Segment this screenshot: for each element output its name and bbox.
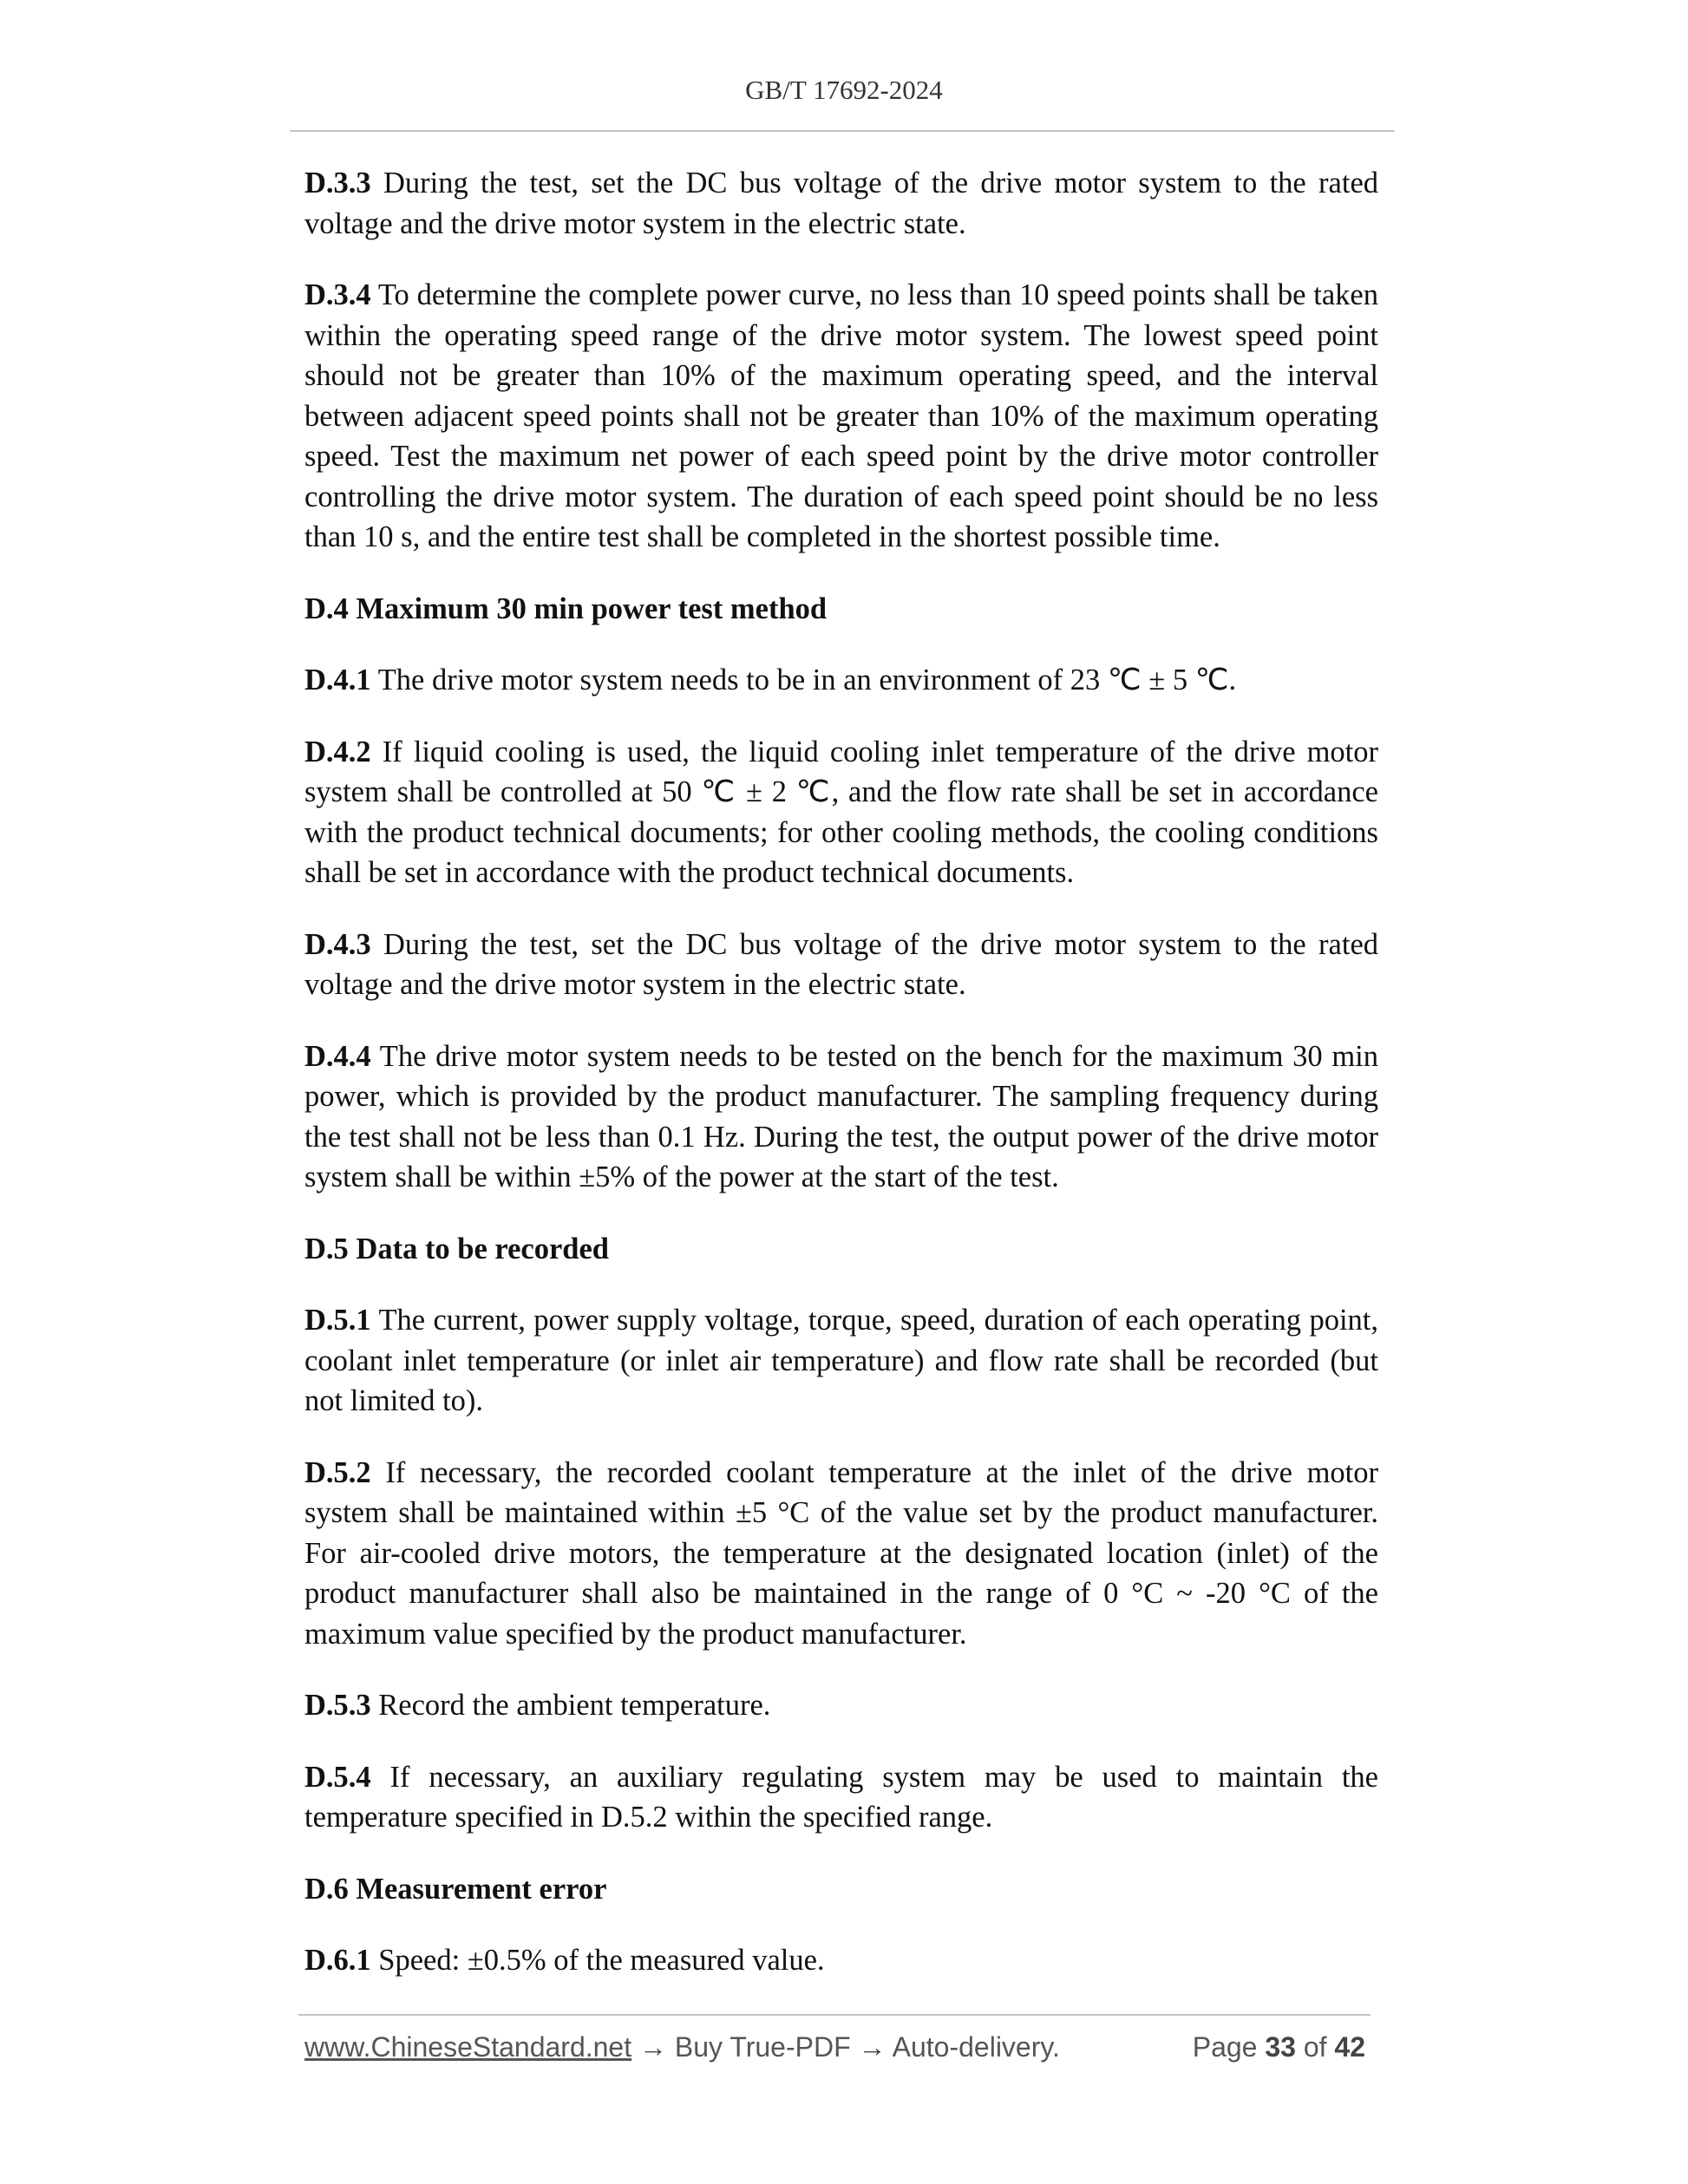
page-label: Page <box>1192 2031 1258 2063</box>
buy-true-pdf-text: Buy True-PDF <box>674 2031 851 2063</box>
clause-number: D.6.1 <box>304 1944 371 1977</box>
arrow-right-icon: → <box>858 2031 887 2063</box>
document-body <box>304 163 1378 2012</box>
arrow-right-icon: → <box>639 2031 667 2063</box>
clause-text: The drive motor system needs to be tested on the bench for the maximum 30 min power, which is provided by the product manufacturer. The sampling frequency during the test shall not be less than 0.1 Hz. During the test, the output power of the drive motor system shall be within ±5% of the power at the start of the test. <box>304 1039 1378 1193</box>
clause-d-5-4 <box>304 1757 1378 1838</box>
website-link[interactable]: www.ChineseStandard.net <box>304 2031 632 2063</box>
clause-d-3-3 <box>304 163 1378 244</box>
clause-d-4-2 <box>304 732 1378 893</box>
section-heading-d-6: D.6 Measurement error <box>304 1872 607 1906</box>
footer-divider <box>298 2014 1371 2016</box>
clause-text: To determine the complete power curve, no less than 10 speed points shall be taken within the operating speed range of the drive motor system. The lowest speed point should not be greater than 10% of the maximum operating speed, and the interval between adjacent speed points shall not be greater than 10% of the maximum operating speed. Test the maximum net power of each speed point by the drive motor controller controlling the drive motor system. The duration of each speed point should be no less than 10 s, and the entire test shall be completed in the shortest possible time. <box>304 278 1378 553</box>
header-divider <box>290 130 1395 132</box>
clause-text: If necessary, an auxiliary regulating system may be used to maintain the temperature specified in D.5.2 within the specified range. <box>304 1760 1378 1834</box>
clause-d-5-1 <box>304 1300 1378 1422</box>
clause-text: Speed: ±0.5% of the measured value. <box>378 1944 825 1977</box>
clause-d-5-3 <box>304 1685 1378 1726</box>
clause-d-6-1 <box>304 1940 1378 1981</box>
clause-d-4-1 <box>304 660 1378 701</box>
clause-text: If necessary, the recorded coolant temperature at the inlet of the drive motor system shall be maintained within ±5 °C of the value set by the product manufacturer. For air-cooled drive motors, the temperature at the designated location (inlet) of the product manufacturer shall also be maintained in the range of 0 °C ~ -20 °C of the maximum value specified by the product manufacturer. <box>304 1455 1378 1651</box>
clause-number: D.4.4 <box>304 1039 371 1073</box>
footer-promo <box>304 2031 1060 2063</box>
clause-number: D.4.2 <box>304 735 371 768</box>
clause-number: D.3.3 <box>304 167 371 199</box>
clause-text: The drive motor system needs to be in an environment of 23 ℃ ± 5 ℃. <box>377 664 1237 696</box>
clause-number: D.5.3 <box>304 1689 371 1722</box>
clause-number: D.5.1 <box>304 1304 371 1337</box>
clause-d-4-4 <box>304 1036 1378 1198</box>
clause-d-4-3 <box>304 925 1378 1005</box>
clause-text: During the test, set the DC bus voltage of the drive motor system to the rated voltage and the drive motor system in the electric state. <box>304 927 1379 1001</box>
clause-number: D.5.4 <box>304 1760 371 1794</box>
total-page-count: 42 <box>1334 2031 1365 2063</box>
auto-delivery-text: Auto-delivery. <box>892 2031 1060 2063</box>
clause-number: D.5.2 <box>304 1455 371 1489</box>
clause-d-3-4 <box>304 275 1378 558</box>
document-header-title: GB/T 17692-2024 <box>745 75 943 105</box>
section-heading-d-4: D.4 Maximum 30 min power test method <box>304 592 828 625</box>
clause-number: D.3.4 <box>304 278 371 311</box>
page-indicator <box>1193 2031 1365 2063</box>
current-page-number: 33 <box>1265 2031 1296 2063</box>
clause-number: D.4.1 <box>304 664 371 696</box>
page-of-label: of <box>1303 2031 1327 2063</box>
clause-number: D.4.3 <box>304 927 371 961</box>
clause-text: During the test, set the DC bus voltage of the drive motor system to the rated voltage and the drive motor system in the electric state. <box>304 167 1379 240</box>
clause-text: The current, power supply voltage, torque, speed, duration of each operating point, coolant inlet temperature (or inlet air temperature) and flow rate shall be recorded (but not limited to). <box>304 1304 1378 1417</box>
clause-text: If liquid cooling is used, the liquid cooling inlet temperature of the drive motor system shall be controlled at 50 ℃ ± 2 ℃, and the flow rate shall be set in accordance with the product technical documents; for other cooling methods, the cooling conditions shall be set in accordance with the product technical documents. <box>304 735 1379 889</box>
section-heading-d-5: D.5 Data to be recorded <box>304 1232 609 1265</box>
clause-text: Record the ambient temperature. <box>378 1689 771 1722</box>
clause-d-5-2 <box>304 1453 1378 1655</box>
page-footer <box>304 2031 1371 2071</box>
